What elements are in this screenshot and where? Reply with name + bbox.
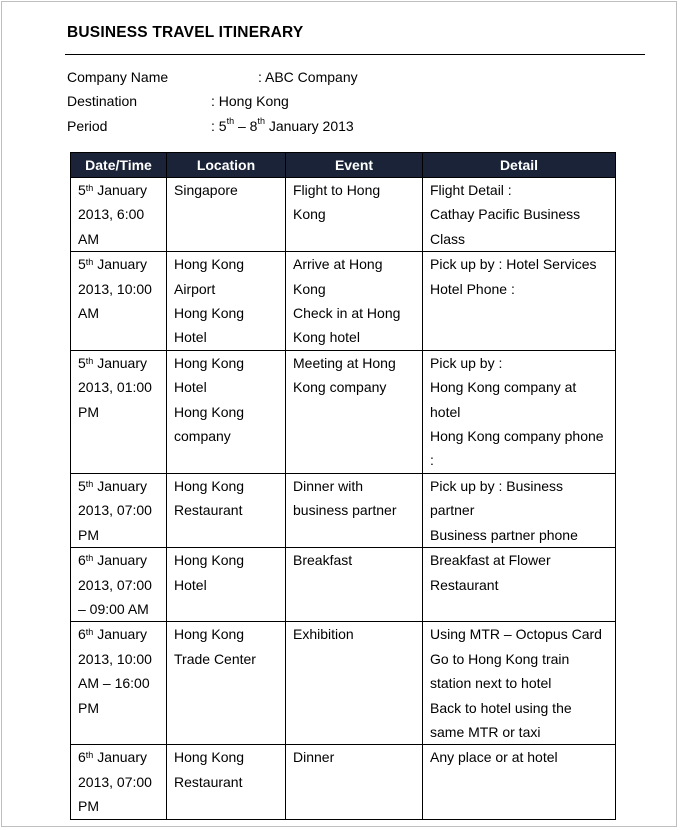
event-line: Check in at Hong bbox=[293, 305, 401, 322]
table-row bbox=[71, 622, 616, 745]
date-line: PM bbox=[78, 699, 99, 716]
cell-date-time bbox=[71, 178, 167, 252]
header-date-time: Date/Time bbox=[71, 153, 167, 178]
event-line: Arrive at Hong bbox=[293, 256, 383, 273]
date-line: AM – 16:00 bbox=[78, 675, 150, 692]
detail-line: hotel bbox=[430, 403, 461, 420]
location-line: Hotel bbox=[174, 576, 207, 593]
date-line: 2013, 6:00 bbox=[78, 206, 145, 223]
cell-event bbox=[286, 178, 423, 252]
cell-location bbox=[167, 622, 286, 745]
date-line: AM bbox=[78, 230, 99, 247]
header-location: Location bbox=[167, 153, 286, 178]
cell-detail bbox=[423, 473, 616, 547]
detail-line: Hotel Phone : bbox=[430, 280, 515, 297]
cell-date-time bbox=[71, 548, 167, 622]
table-row bbox=[71, 473, 616, 547]
detail-line: Hong Kong company at bbox=[430, 379, 577, 396]
location-line: Trade Center bbox=[174, 650, 256, 667]
location-line: Hong Kong bbox=[174, 354, 245, 371]
location-line: Hong Kong bbox=[174, 626, 245, 643]
company-label: Company Name bbox=[67, 69, 169, 85]
date-line: 2013, 10:00 bbox=[78, 280, 152, 297]
table-row bbox=[71, 252, 616, 351]
cell-detail bbox=[423, 178, 616, 252]
itinerary-body bbox=[71, 178, 616, 820]
date-line: 6th January bbox=[78, 552, 148, 569]
period-value: : 5th – 8th January 2013 bbox=[211, 116, 354, 134]
period-label: Period bbox=[67, 118, 108, 134]
location-line: Restaurant bbox=[174, 502, 243, 519]
detail-line: Pick up by : Business bbox=[430, 477, 564, 494]
cell-event bbox=[286, 350, 423, 473]
cell-event bbox=[286, 473, 423, 547]
cell-detail bbox=[423, 548, 616, 622]
cell-date-time bbox=[71, 252, 167, 351]
destination-value: : Hong Kong bbox=[211, 93, 289, 109]
detail-line: Any place or at hotel bbox=[430, 749, 558, 766]
detail-line: Pick up by : bbox=[430, 354, 503, 371]
event-line: Kong company bbox=[293, 379, 387, 396]
event-line: Flight to Hong bbox=[293, 182, 381, 198]
detail-line: Back to hotel using the bbox=[430, 699, 572, 716]
event-line: Kong bbox=[293, 280, 326, 297]
company-row bbox=[67, 69, 358, 85]
detail-line: partner bbox=[430, 502, 475, 519]
location-line: company bbox=[174, 428, 231, 445]
date-line: 5th January bbox=[78, 477, 148, 494]
date-line: 2013, 10:00 bbox=[78, 650, 152, 667]
date-line: – 09:00 AM bbox=[78, 600, 149, 617]
table-row bbox=[71, 548, 616, 622]
cell-date-time bbox=[71, 350, 167, 473]
date-line: 6th January bbox=[78, 749, 148, 766]
location-line: Singapore bbox=[174, 182, 238, 198]
cell-date-time bbox=[71, 745, 167, 819]
table-header-row bbox=[71, 153, 616, 178]
company-value: : ABC Company bbox=[258, 69, 358, 85]
event-line: Dinner with bbox=[293, 477, 364, 494]
detail-line: Cathay Pacific Business bbox=[430, 206, 581, 223]
header-event: Event bbox=[286, 153, 423, 178]
document-title: BUSINESS TRAVEL ITINERARY bbox=[67, 24, 304, 41]
detail-line: Business partner phone bbox=[430, 526, 578, 543]
event-line: Dinner bbox=[293, 749, 335, 766]
table-row bbox=[71, 350, 616, 473]
date-line: 5th January bbox=[78, 354, 148, 371]
cell-event bbox=[286, 252, 423, 351]
header-detail: Detail bbox=[423, 153, 616, 178]
date-line: PM bbox=[78, 526, 99, 543]
cell-event bbox=[286, 548, 423, 622]
detail-line: : bbox=[430, 452, 434, 469]
cell-event bbox=[286, 745, 423, 819]
location-line: Hong Kong bbox=[174, 749, 245, 766]
detail-line: Hong Kong company phone bbox=[430, 428, 604, 445]
cell-event bbox=[286, 622, 423, 745]
cell-location bbox=[167, 745, 286, 819]
location-line: Airport bbox=[174, 280, 216, 297]
date-line: 2013, 07:00 bbox=[78, 502, 152, 519]
date-line: AM bbox=[78, 305, 99, 322]
date-line: PM bbox=[78, 403, 99, 420]
detail-line: Breakfast at Flower bbox=[430, 552, 551, 569]
location-line: Hong Kong bbox=[174, 403, 245, 420]
cell-detail bbox=[423, 622, 616, 745]
period-row bbox=[67, 116, 354, 134]
destination-label: Destination bbox=[67, 93, 138, 109]
event-line: business partner bbox=[293, 502, 397, 519]
date-line: 5th January bbox=[78, 256, 148, 273]
detail-line: Flight Detail : bbox=[430, 182, 512, 198]
cell-location bbox=[167, 473, 286, 547]
event-line: Breakfast bbox=[293, 552, 353, 569]
event-line: Meeting at Hong bbox=[293, 354, 396, 371]
cell-location bbox=[167, 350, 286, 473]
cell-location bbox=[167, 548, 286, 622]
location-line: Hong Kong bbox=[174, 305, 245, 322]
itinerary-table bbox=[70, 152, 616, 820]
cell-detail bbox=[423, 350, 616, 473]
title-divider bbox=[65, 54, 645, 55]
table-row bbox=[71, 745, 616, 819]
detail-line: Restaurant bbox=[430, 576, 499, 593]
location-line: Restaurant bbox=[174, 773, 243, 790]
detail-line: station next to hotel bbox=[430, 675, 552, 692]
location-line: Hong Kong bbox=[174, 256, 245, 273]
date-line: 2013, 07:00 bbox=[78, 576, 152, 593]
detail-line: Class bbox=[430, 230, 466, 247]
cell-detail bbox=[423, 252, 616, 351]
location-line: Hong Kong bbox=[174, 552, 245, 569]
location-line: Hotel bbox=[174, 329, 207, 346]
location-line: Hotel bbox=[174, 379, 207, 396]
date-line: 5th January bbox=[78, 182, 148, 198]
detail-line: Using MTR – Octopus Card bbox=[430, 626, 602, 643]
destination-row bbox=[67, 93, 289, 109]
date-line: 2013, 07:00 bbox=[78, 773, 152, 790]
event-line: Kong bbox=[293, 206, 326, 223]
date-line: PM bbox=[78, 798, 99, 815]
cell-date-time bbox=[71, 622, 167, 745]
cell-date-time bbox=[71, 473, 167, 547]
detail-line: same MTR or taxi bbox=[430, 723, 541, 740]
cell-location bbox=[167, 252, 286, 351]
event-line: Kong hotel bbox=[293, 329, 360, 346]
location-line: Hong Kong bbox=[174, 477, 245, 494]
detail-line: Pick up by : Hotel Services bbox=[430, 256, 597, 273]
date-line: 6th January bbox=[78, 626, 148, 643]
detail-line: Go to Hong Kong train bbox=[430, 650, 570, 667]
cell-detail bbox=[423, 745, 616, 819]
event-line: Exhibition bbox=[293, 626, 354, 643]
cell-location bbox=[167, 178, 286, 252]
date-line: 2013, 01:00 bbox=[78, 379, 152, 396]
table-row bbox=[71, 178, 616, 252]
